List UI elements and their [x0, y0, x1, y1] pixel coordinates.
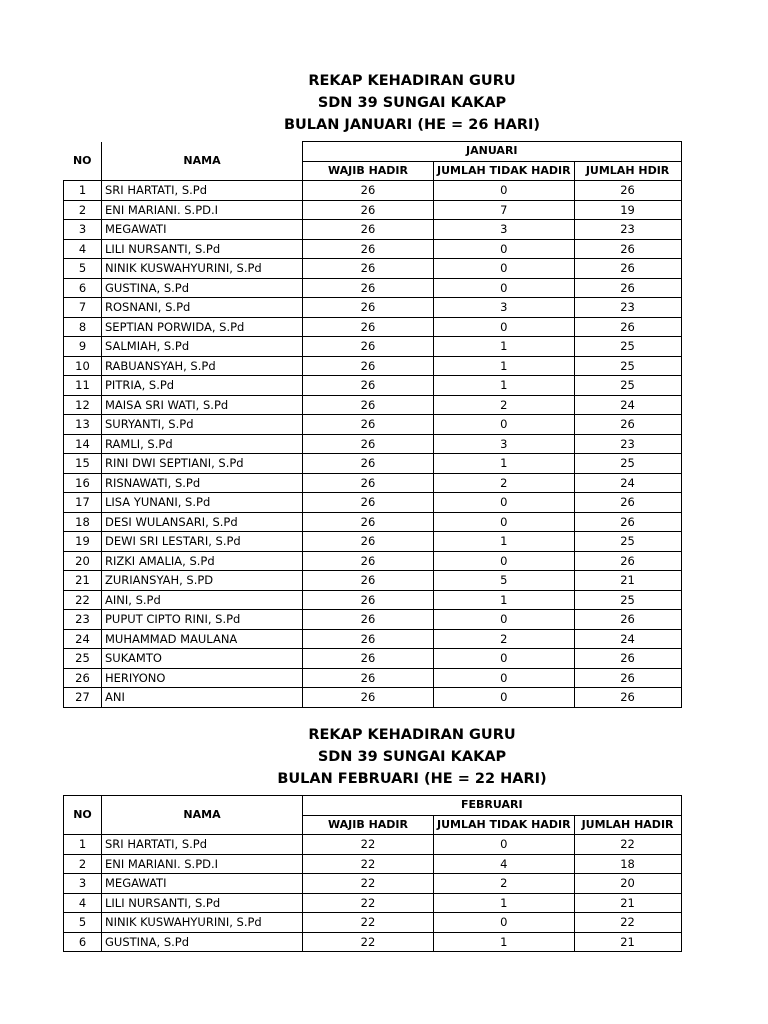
cell-no: 23 [64, 610, 102, 630]
cell-no: 15 [64, 454, 102, 474]
table-row [64, 181, 682, 201]
table-row [64, 913, 682, 933]
cell-jumlah-hadir: 20 [574, 874, 681, 894]
title-line-3: BULAN FEBRUARI (HE = 22 HARI) [277, 771, 547, 787]
cell-jumlah-tidak-hadir: 0 [434, 512, 575, 532]
cell-jumlah-hadir: 24 [574, 473, 681, 493]
cell-nama: LISA YUNANI, S.Pd [102, 493, 303, 513]
table-row [64, 434, 682, 454]
attendance-table-februari [63, 795, 682, 952]
cell-jumlah-tidak-hadir: 7 [434, 200, 575, 220]
cell-jumlah-hadir: 24 [574, 395, 681, 415]
cell-wajib-hadir: 22 [303, 932, 434, 952]
table-row [64, 278, 682, 298]
cell-no: 12 [64, 395, 102, 415]
cell-nama: SURYANTI, S.Pd [102, 415, 303, 435]
cell-jumlah-hadir: 26 [574, 493, 681, 513]
cell-jumlah-tidak-hadir: 0 [434, 259, 575, 279]
cell-jumlah-tidak-hadir: 3 [434, 298, 575, 318]
cell-nama: RISNAWATI, S.Pd [102, 473, 303, 493]
table-row [64, 220, 682, 240]
cell-nama: HERIYONO [102, 668, 303, 688]
cell-nama: SRI HARTATI, S.Pd [102, 835, 303, 855]
cell-jumlah-tidak-hadir: 0 [434, 278, 575, 298]
table-row [64, 532, 682, 552]
cell-wajib-hadir: 26 [303, 376, 434, 396]
header-nama: NAMA [102, 796, 303, 835]
cell-no: 8 [64, 317, 102, 337]
cell-jumlah-tidak-hadir: 2 [434, 874, 575, 894]
table-row [64, 551, 682, 571]
cell-jumlah-tidak-hadir: 0 [434, 181, 575, 201]
cell-wajib-hadir: 22 [303, 835, 434, 855]
cell-jumlah-tidak-hadir: 1 [434, 932, 575, 952]
header-jumlah-hadir: JUMLAH HADIR [574, 815, 681, 835]
cell-nama: ZURIANSYAH, S.PD [102, 571, 303, 591]
cell-wajib-hadir: 26 [303, 181, 434, 201]
cell-jumlah-hadir: 26 [574, 181, 681, 201]
cell-no: 11 [64, 376, 102, 396]
cell-no: 6 [64, 932, 102, 952]
title-line-3: BULAN JANUARI (HE = 26 HARI) [283, 117, 541, 133]
cell-wajib-hadir: 26 [303, 473, 434, 493]
cell-no: 25 [64, 649, 102, 669]
cell-jumlah-hadir: 25 [574, 454, 681, 474]
cell-no: 21 [64, 571, 102, 591]
table-row [64, 835, 682, 855]
cell-wajib-hadir: 26 [303, 532, 434, 552]
cell-nama: RAMLI, S.Pd [102, 434, 303, 454]
cell-wajib-hadir: 22 [303, 854, 434, 874]
cell-nama: SRI HARTATI, S.Pd [102, 181, 303, 201]
cell-wajib-hadir: 26 [303, 317, 434, 337]
cell-jumlah-hadir: 26 [574, 317, 681, 337]
cell-jumlah-tidak-hadir: 0 [434, 317, 575, 337]
cell-wajib-hadir: 26 [303, 415, 434, 435]
cell-jumlah-tidak-hadir: 1 [434, 893, 575, 913]
cell-jumlah-tidak-hadir: 1 [434, 532, 575, 552]
cell-nama: GUSTINA, S.Pd [102, 932, 303, 952]
cell-jumlah-tidak-hadir: 0 [434, 913, 575, 933]
cell-jumlah-tidak-hadir: 0 [434, 610, 575, 630]
cell-no: 7 [64, 298, 102, 318]
cell-jumlah-hadir: 23 [574, 298, 681, 318]
cell-jumlah-hadir: 18 [574, 854, 681, 874]
cell-wajib-hadir: 26 [303, 356, 434, 376]
cell-jumlah-tidak-hadir: 0 [434, 688, 575, 708]
table-row [64, 239, 682, 259]
cell-jumlah-hadir: 22 [574, 835, 681, 855]
table-row [64, 874, 682, 894]
table-row [64, 337, 682, 357]
table-row [64, 395, 682, 415]
cell-jumlah-hadir: 21 [574, 932, 681, 952]
table-row [64, 376, 682, 396]
table-row [64, 454, 682, 474]
cell-jumlah-tidak-hadir: 0 [434, 835, 575, 855]
table-row [64, 649, 682, 669]
header-jumlah-tidak-hadir: JUMLAH TIDAK HADIR [434, 161, 575, 181]
cell-jumlah-hadir: 21 [574, 893, 681, 913]
cell-no: 18 [64, 512, 102, 532]
cell-jumlah-hadir: 26 [574, 668, 681, 688]
cell-no: 9 [64, 337, 102, 357]
cell-jumlah-hadir: 22 [574, 913, 681, 933]
cell-no: 10 [64, 356, 102, 376]
cell-wajib-hadir: 26 [303, 434, 434, 454]
cell-wajib-hadir: 26 [303, 454, 434, 474]
cell-nama: RINI DWI SEPTIANI, S.Pd [102, 454, 303, 474]
table-row [64, 356, 682, 376]
cell-nama: SUKAMTO [102, 649, 303, 669]
cell-jumlah-tidak-hadir: 0 [434, 239, 575, 259]
cell-jumlah-hadir: 21 [574, 571, 681, 591]
table-row [64, 317, 682, 337]
cell-jumlah-hadir: 25 [574, 337, 681, 357]
header-month: JANUARI [303, 142, 682, 162]
cell-jumlah-tidak-hadir: 5 [434, 571, 575, 591]
cell-no: 13 [64, 415, 102, 435]
cell-nama: RABUANSYAH, S.Pd [102, 356, 303, 376]
table-row [64, 415, 682, 435]
cell-wajib-hadir: 22 [303, 893, 434, 913]
table-row [64, 200, 682, 220]
table-row [64, 298, 682, 318]
table-row [64, 571, 682, 591]
cell-nama: LILI NURSANTI, S.Pd [102, 239, 303, 259]
cell-jumlah-hadir: 26 [574, 649, 681, 669]
cell-no: 20 [64, 551, 102, 571]
cell-jumlah-tidak-hadir: 0 [434, 551, 575, 571]
cell-nama: MUHAMMAD MAULANA [102, 629, 303, 649]
cell-wajib-hadir: 22 [303, 913, 434, 933]
cell-nama: LILI NURSANTI, S.Pd [102, 893, 303, 913]
cell-no: 14 [64, 434, 102, 454]
section-februari [0, 724, 768, 790]
cell-jumlah-hadir: 25 [574, 376, 681, 396]
cell-jumlah-tidak-hadir: 3 [434, 434, 575, 454]
cell-jumlah-tidak-hadir: 0 [434, 668, 575, 688]
cell-jumlah-tidak-hadir: 1 [434, 337, 575, 357]
cell-wajib-hadir: 26 [303, 688, 434, 708]
cell-no: 2 [64, 854, 102, 874]
cell-wajib-hadir: 26 [303, 239, 434, 259]
cell-nama: AINI, S.Pd [102, 590, 303, 610]
cell-nama: PUPUT CIPTO RINI, S.Pd [102, 610, 303, 630]
cell-nama: SEPTIAN PORWIDA, S.Pd [102, 317, 303, 337]
title-line-1: REKAP KEHADIRAN GURU [308, 727, 516, 743]
table-row [64, 629, 682, 649]
cell-jumlah-tidak-hadir: 1 [434, 376, 575, 396]
header-no: NO [64, 142, 102, 181]
cell-no: 27 [64, 688, 102, 708]
cell-wajib-hadir: 22 [303, 874, 434, 894]
cell-nama: ANI [102, 688, 303, 708]
cell-no: 16 [64, 473, 102, 493]
table-row [64, 512, 682, 532]
cell-jumlah-hadir: 23 [574, 434, 681, 454]
cell-no: 5 [64, 259, 102, 279]
cell-no: 24 [64, 629, 102, 649]
cell-no: 1 [64, 835, 102, 855]
cell-jumlah-tidak-hadir: 0 [434, 649, 575, 669]
cell-no: 2 [64, 200, 102, 220]
cell-nama: DEWI SRI LESTARI, S.Pd [102, 532, 303, 552]
cell-wajib-hadir: 26 [303, 493, 434, 513]
cell-jumlah-tidak-hadir: 1 [434, 356, 575, 376]
cell-wajib-hadir: 26 [303, 512, 434, 532]
header-jumlah-tidak-hadir: JUMLAH TIDAK HADIR [434, 815, 575, 835]
table-row [64, 854, 682, 874]
cell-jumlah-hadir: 25 [574, 532, 681, 552]
cell-wajib-hadir: 26 [303, 610, 434, 630]
cell-jumlah-tidak-hadir: 2 [434, 629, 575, 649]
cell-nama: MEGAWATI [102, 874, 303, 894]
cell-jumlah-tidak-hadir: 0 [434, 415, 575, 435]
cell-no: 6 [64, 278, 102, 298]
cell-no: 26 [64, 668, 102, 688]
cell-jumlah-tidak-hadir: 1 [434, 454, 575, 474]
table-row [64, 493, 682, 513]
cell-jumlah-hadir: 26 [574, 239, 681, 259]
cell-jumlah-tidak-hadir: 4 [434, 854, 575, 874]
cell-wajib-hadir: 26 [303, 220, 434, 240]
cell-jumlah-hadir: 25 [574, 590, 681, 610]
cell-jumlah-tidak-hadir: 0 [434, 493, 575, 513]
cell-nama: ENI MARIANI. S.PD.I [102, 200, 303, 220]
cell-no: 4 [64, 239, 102, 259]
cell-jumlah-hadir: 26 [574, 512, 681, 532]
cell-nama: NINIK KUSWAHYURINI, S.Pd [102, 259, 303, 279]
cell-nama: PITRIA, S.Pd [102, 376, 303, 396]
table-row [64, 259, 682, 279]
cell-no: 22 [64, 590, 102, 610]
cell-jumlah-hadir: 24 [574, 629, 681, 649]
header-no: NO [64, 796, 102, 835]
cell-no: 3 [64, 874, 102, 894]
cell-jumlah-hadir: 26 [574, 415, 681, 435]
cell-nama: GUSTINA, S.Pd [102, 278, 303, 298]
title-line-1: REKAP KEHADIRAN GURU [308, 73, 516, 89]
cell-jumlah-tidak-hadir: 2 [434, 395, 575, 415]
header-wajib-hadir: WAJIB HADIR [303, 815, 434, 835]
header-wajib-hadir: WAJIB HADIR [303, 161, 434, 181]
cell-jumlah-hadir: 26 [574, 551, 681, 571]
cell-nama: RIZKI AMALIA, S.Pd [102, 551, 303, 571]
cell-wajib-hadir: 26 [303, 298, 434, 318]
table-row [64, 610, 682, 630]
table-row [64, 473, 682, 493]
cell-nama: MAISA SRI WATI, S.Pd [102, 395, 303, 415]
cell-wajib-hadir: 26 [303, 571, 434, 591]
cell-wajib-hadir: 26 [303, 337, 434, 357]
cell-jumlah-hadir: 23 [574, 220, 681, 240]
cell-nama: ROSNANI, S.Pd [102, 298, 303, 318]
cell-jumlah-hadir: 19 [574, 200, 681, 220]
title-line-2: SDN 39 SUNGAI KAKAP [317, 749, 507, 765]
cell-wajib-hadir: 26 [303, 278, 434, 298]
cell-jumlah-hadir: 26 [574, 278, 681, 298]
cell-no: 4 [64, 893, 102, 913]
cell-jumlah-tidak-hadir: 2 [434, 473, 575, 493]
cell-wajib-hadir: 26 [303, 551, 434, 571]
cell-jumlah-hadir: 26 [574, 259, 681, 279]
cell-nama: MEGAWATI [102, 220, 303, 240]
cell-wajib-hadir: 26 [303, 200, 434, 220]
cell-nama: SALMIAH, S.Pd [102, 337, 303, 357]
table-row [64, 932, 682, 952]
cell-no: 3 [64, 220, 102, 240]
table-row [64, 893, 682, 913]
header-jumlah-hadir: JUMLAH HDIR [574, 161, 681, 181]
cell-jumlah-hadir: 26 [574, 688, 681, 708]
section-januari [0, 70, 768, 136]
cell-wajib-hadir: 26 [303, 590, 434, 610]
cell-no: 19 [64, 532, 102, 552]
cell-jumlah-hadir: 25 [574, 356, 681, 376]
cell-nama: DESI WULANSARI, S.Pd [102, 512, 303, 532]
title-line-2: SDN 39 SUNGAI KAKAP [317, 95, 507, 111]
header-month: FEBRUARI [303, 796, 682, 816]
cell-wajib-hadir: 26 [303, 649, 434, 669]
cell-no: 5 [64, 913, 102, 933]
cell-wajib-hadir: 26 [303, 259, 434, 279]
cell-nama: ENI MARIANI. S.PD.I [102, 854, 303, 874]
cell-no: 1 [64, 181, 102, 201]
cell-wajib-hadir: 26 [303, 395, 434, 415]
header-nama: NAMA [102, 142, 303, 181]
table-row [64, 590, 682, 610]
cell-nama: NINIK KUSWAHYURINI, S.Pd [102, 913, 303, 933]
cell-no: 17 [64, 493, 102, 513]
cell-wajib-hadir: 26 [303, 668, 434, 688]
table-row [64, 668, 682, 688]
cell-wajib-hadir: 26 [303, 629, 434, 649]
cell-jumlah-hadir: 26 [574, 610, 681, 630]
attendance-table-januari [63, 141, 682, 708]
table-row [64, 688, 682, 708]
cell-jumlah-tidak-hadir: 3 [434, 220, 575, 240]
cell-jumlah-tidak-hadir: 1 [434, 590, 575, 610]
